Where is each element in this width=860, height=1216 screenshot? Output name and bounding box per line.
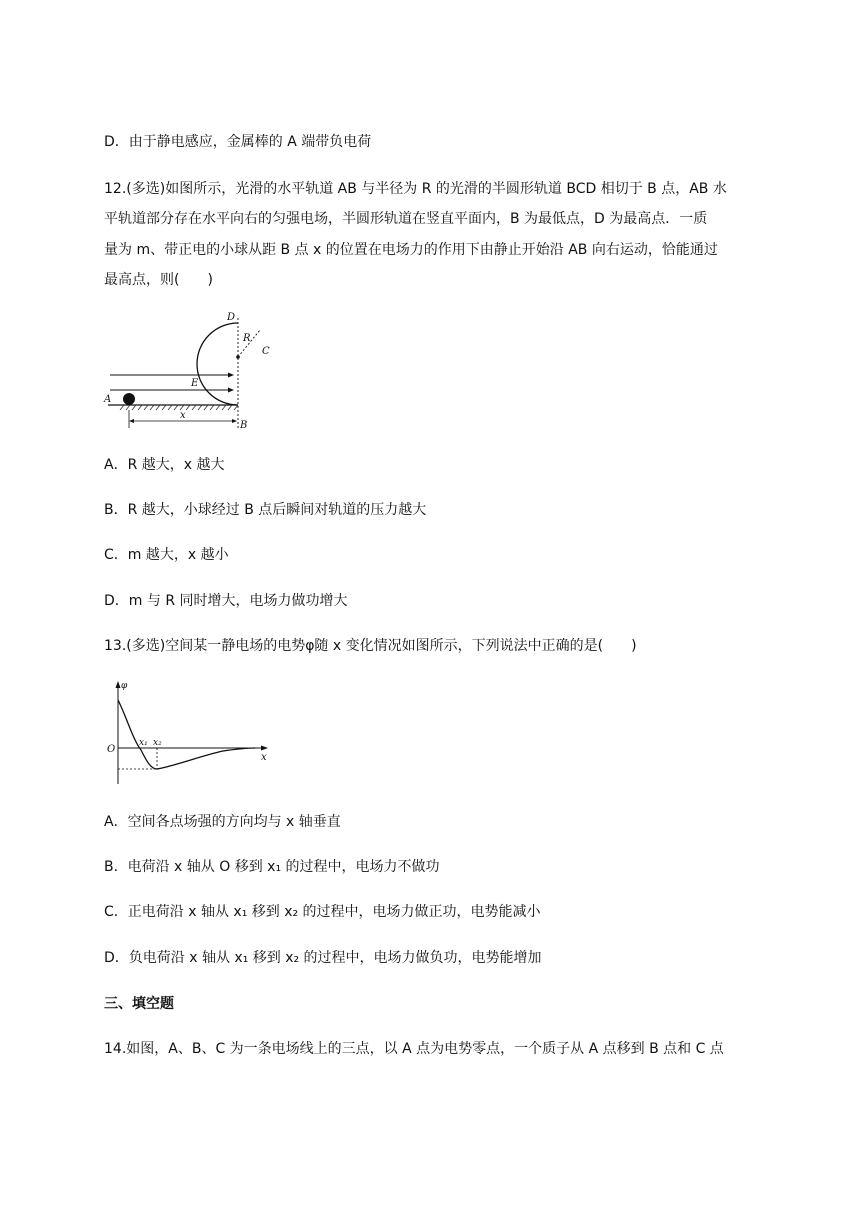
- question-12-line-2: 平轨道部分存在水平向右的匀强电场，半圆形轨道在竖直平面内，B 为最低点，D 为最高点．一质: [104, 211, 708, 227]
- label-x-axis: x: [261, 752, 267, 763]
- question-14-stem: 14.如图，A、B、C 为一条电场线上的三点，以 A 点为电势零点，一个质子从 A 点移到 B 点和 C 点: [104, 1041, 724, 1057]
- question-13-stem: 13.(多选)空间某一静电场的电势φ随 x 变化情况如图所示，下列说法中正确的是( ): [104, 638, 637, 654]
- label-a: A: [104, 394, 112, 405]
- question-12-line-1: 12.(多选)如图所示，光滑的水平轨道 AB 与半径为 R 的光滑的半圆形轨道 BCD 相切于 B 点，AB 水: [104, 181, 727, 197]
- question-12-option-b: B．R 越大，小球经过 B 点后瞬间对轨道的压力越大: [104, 502, 427, 518]
- label-e: E: [191, 378, 199, 389]
- figure-13-potential-graph: [105, 678, 280, 788]
- section-heading-fill-in: 三、填空题: [104, 996, 174, 1012]
- label-b: B: [240, 420, 248, 431]
- question-13-option-d: D．负电荷沿 x 轴从 x₁ 移到 x₂ 的过程中，电场力做负功，电势能增加: [104, 950, 542, 966]
- label-d: D: [227, 312, 236, 323]
- question-12-line-4: 最高点，则( ): [104, 272, 213, 288]
- label-x: x: [180, 410, 186, 421]
- question-13-option-c: C．正电荷沿 x 轴从 x₁ 移到 x₂ 的过程中，电场力做正功，电势能减小: [104, 904, 541, 920]
- figure-12-track-diagram: [100, 310, 300, 435]
- label-x2: x₂: [153, 738, 162, 748]
- question-12-option-c: C．m 越大，x 越小: [104, 547, 229, 563]
- label-origin: O: [107, 744, 116, 755]
- label-c: C: [262, 346, 270, 357]
- label-x1: x₁: [139, 738, 148, 748]
- question-13-option-b: B．电荷沿 x 轴从 O 移到 x₁ 的过程中，电场力不做功: [104, 859, 440, 875]
- question-12-line-3: 量为 m、带正电的小球从距 B 点 x 的位置在电场力的作用下由静止开始沿 AB 向右运动，恰能通过: [104, 242, 718, 258]
- label-phi: φ: [121, 681, 128, 691]
- question-12-option-a: A．R 越大，x 越大: [104, 457, 225, 473]
- question-13-option-a: A．空间各点场强的方向均与 x 轴垂直: [104, 814, 341, 830]
- label-r: R: [243, 333, 251, 344]
- question-12-option-d: D．m 与 R 同时增大，电场力做功增大: [104, 593, 348, 609]
- option-d-previous: D．由于静电感应，金属棒的 A 端带负电荷: [104, 134, 372, 150]
